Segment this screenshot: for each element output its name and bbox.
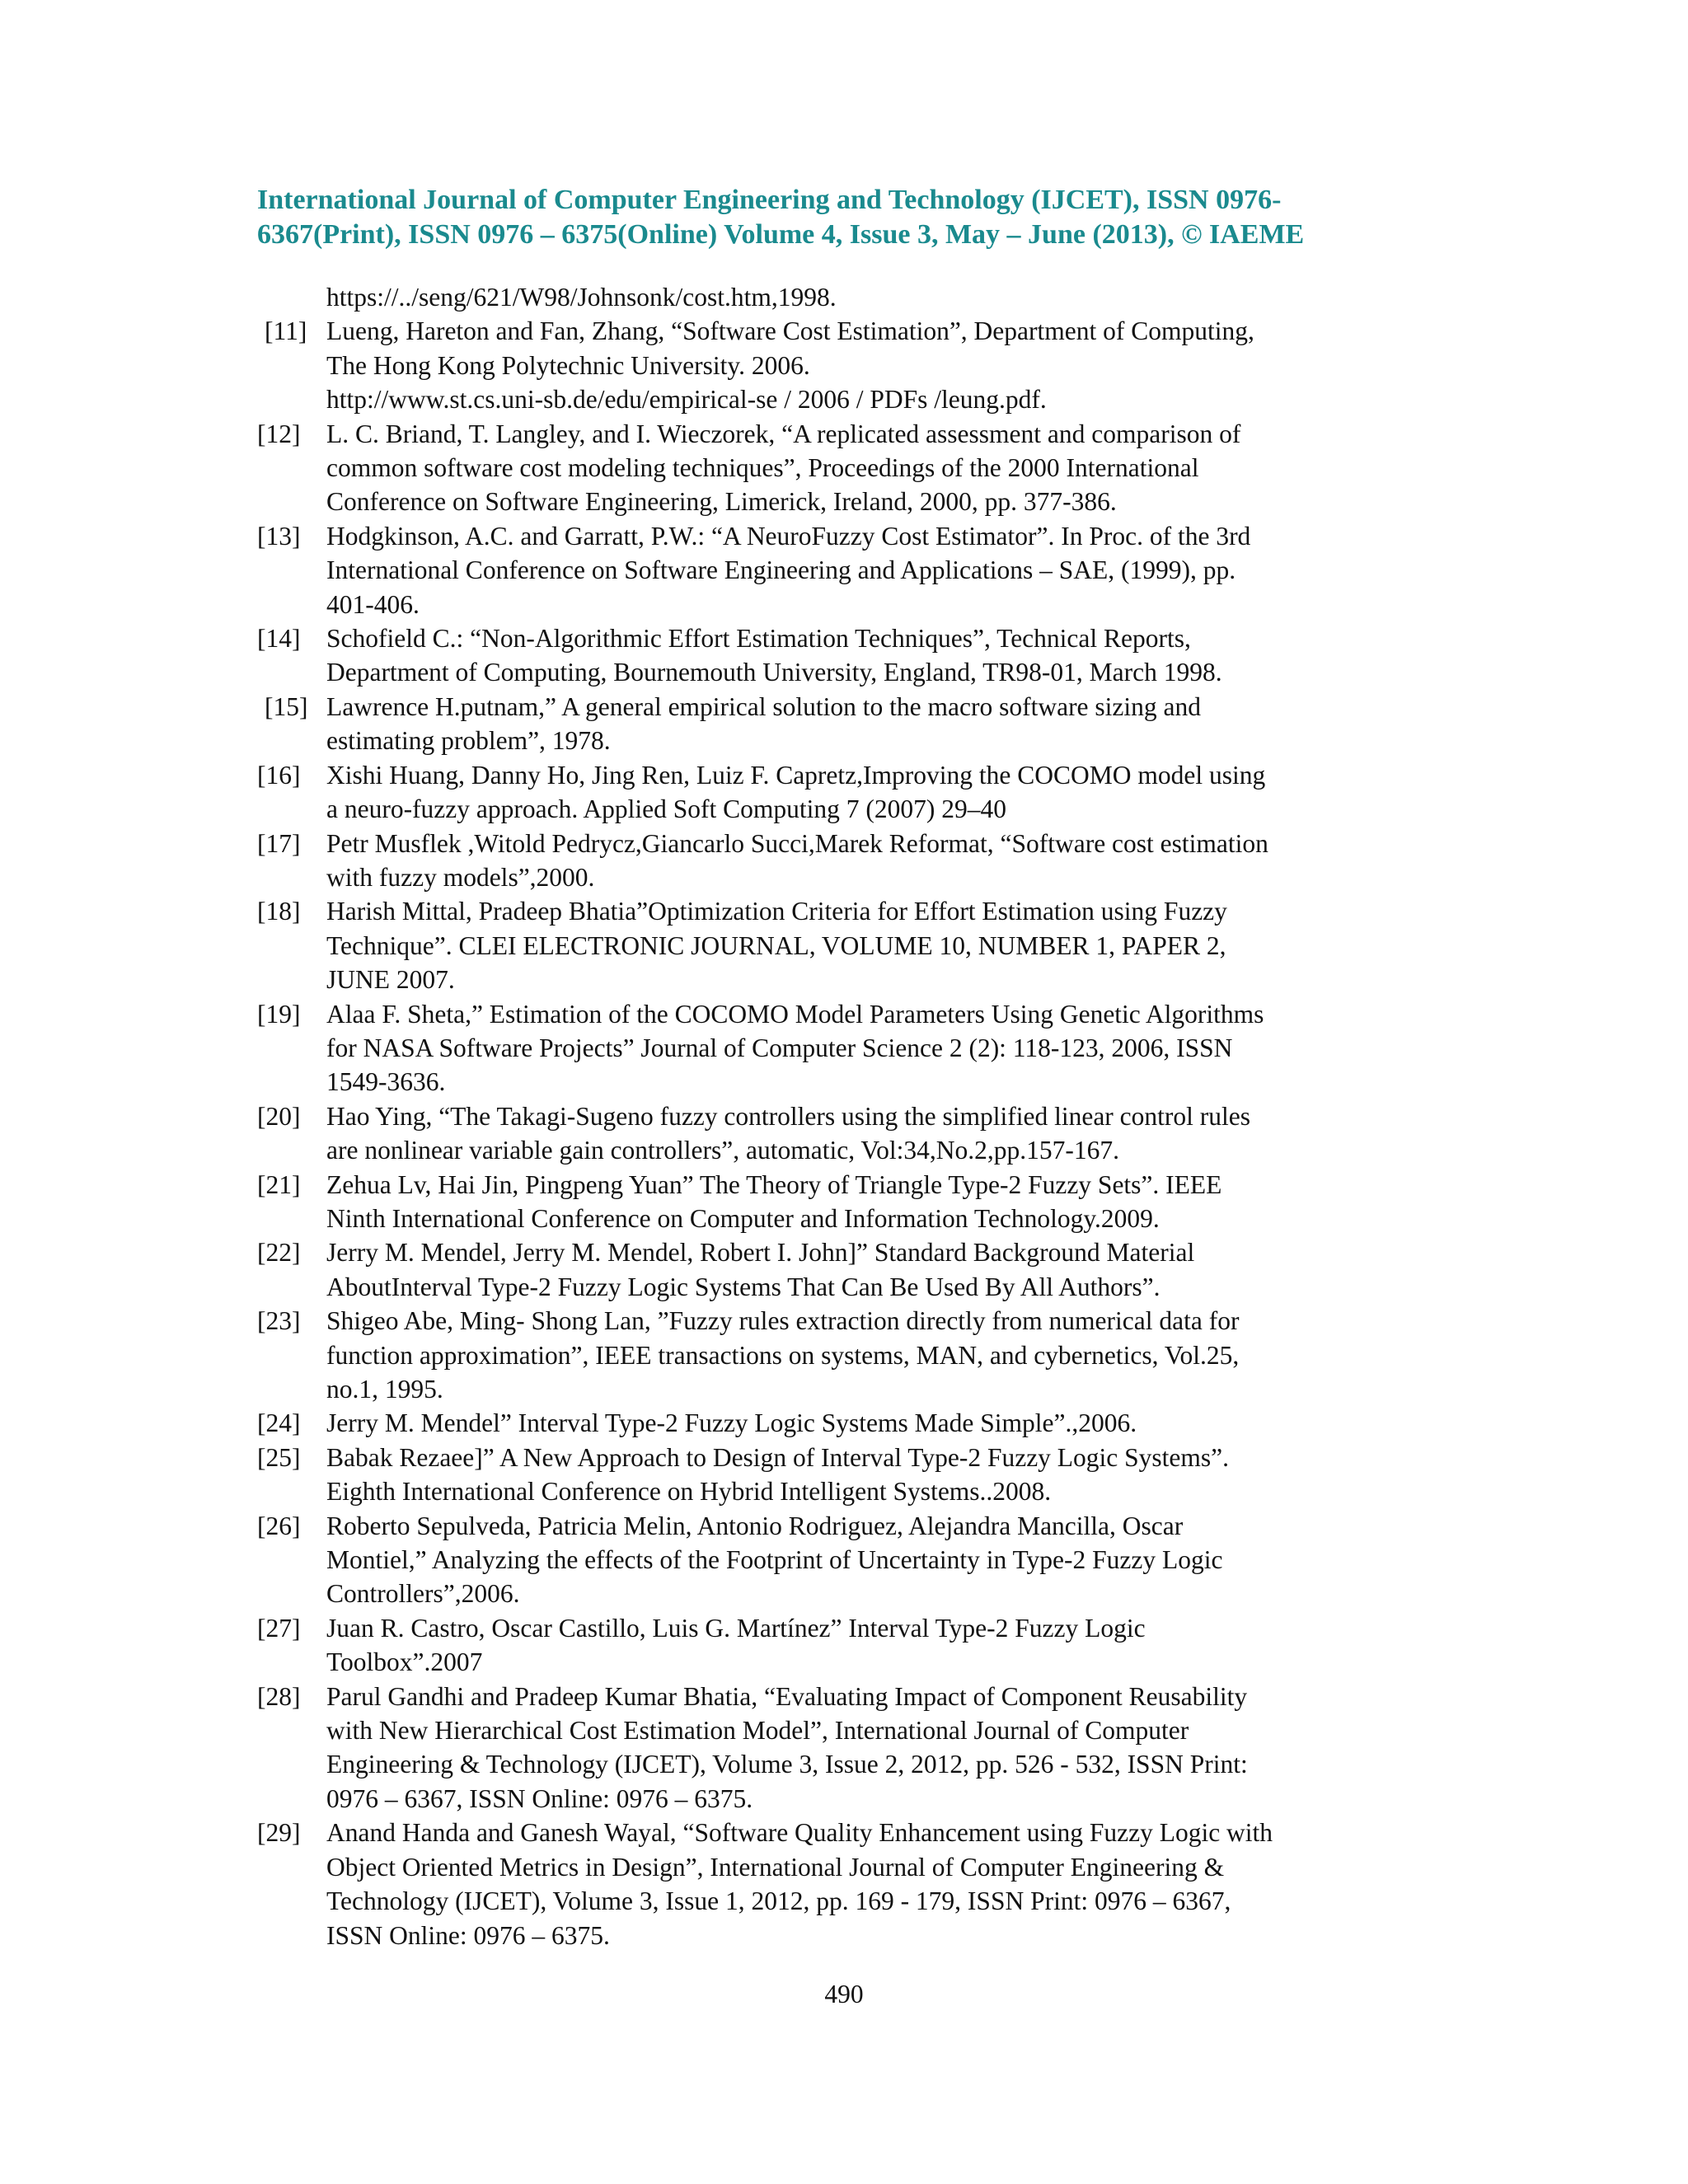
reference-line: ISSN Online: 0976 – 6375. (326, 1920, 610, 1950)
reference-item (257, 1611, 1426, 1680)
reference-line: Babak Rezaee]” A New Approach to Design of Interval Type-2 Fuzzy Logic Systems”. (326, 1442, 1230, 1472)
reference-text (326, 1406, 1426, 1440)
reference-item (257, 690, 1426, 758)
reference-item (257, 621, 1426, 690)
reference-line: Zehua Lv, Hai Jin, Pingpeng Yuan” The Theory of Triangle Type-2 Fuzzy Sets”. IEEE (326, 1169, 1222, 1199)
reference-line: Petr Musflek ,Witold Pedrycz,Giancarlo Succi,Marek Reformat, “Software cost estimation (326, 828, 1268, 858)
reference-item (257, 519, 1426, 621)
reference-number: [27] (257, 1613, 301, 1643)
reference-line: Schofield C.: “Non-Algorithmic Effort Estimation Techniques”, Technical Reports, (326, 624, 1191, 654)
reference-number: [26] (257, 1511, 301, 1540)
reference-number: [25] (257, 1442, 301, 1472)
reference-line: 0976 – 6367, ISSN Online: 0976 – 6375. (326, 1783, 753, 1813)
reference-text (326, 690, 1426, 758)
reference-line: International Conference on Software Engineering and Applications – SAE, (1999), pp. (326, 555, 1236, 585)
reference-number: [16] (257, 760, 301, 790)
reference-number: [19] (257, 999, 301, 1029)
reference-item (257, 1406, 1426, 1440)
reference-line: Harish Mittal, Pradeep Bhatia”Optimization Criteria for Effort Estimation using Fuzzy (326, 897, 1227, 926)
reference-line: Hodgkinson, A.C. and Garratt, P.W.: “A NeuroFuzzy Cost Estimator”. In Proc. of the 3rd (326, 521, 1251, 551)
reference-number: [12] (257, 419, 301, 448)
reference-text (326, 1099, 1426, 1168)
reference-text (326, 1816, 1426, 1952)
reference-item (257, 997, 1426, 1099)
reference-text (326, 997, 1426, 1099)
page-number: 490 (824, 1980, 864, 2008)
reference-line: JUNE 2007. (326, 965, 455, 995)
journal-header (257, 183, 1428, 252)
reference-line: no.1, 1995. (326, 1375, 443, 1404)
reference-line: Shigeo Abe, Ming- Shong Lan, ”Fuzzy rules extraction directly from numerical data for (326, 1306, 1240, 1336)
reference-line: 401-406. (326, 589, 420, 619)
reference-line: http://www.st.cs.uni-sb.de/edu/empirical-se / 2006 / PDFs /leung.pdf. (326, 385, 1047, 415)
reference-line: Lawrence H.putnam,” A general empirical solution to the macro software sizing and (326, 691, 1202, 721)
reference-number: [21] (257, 1169, 301, 1199)
reference-line: for NASA Software Projects” Journal of Computer Science 2 (2): 118-123, 2006, ISSN (326, 1033, 1233, 1062)
reference-item (257, 1680, 1426, 1816)
reference-text (326, 1611, 1426, 1680)
reference-text (326, 894, 1426, 996)
reference-item (257, 827, 1426, 895)
reference-text (326, 1235, 1426, 1304)
reference-line: Juan R. Castro, Oscar Castillo, Luis G. Martínez” Interval Type-2 Fuzzy Logic (326, 1613, 1146, 1643)
reference-item (257, 1509, 1426, 1611)
reference-item (257, 417, 1426, 519)
reference-text (326, 314, 1426, 416)
reference-line: Toolbox”.2007 (326, 1647, 483, 1677)
reference-number: [20] (257, 1101, 301, 1131)
reference-number: [29] (257, 1818, 301, 1848)
reference-line: 1549-3636. (326, 1067, 446, 1097)
reference-item (257, 758, 1426, 827)
reference-item (257, 1099, 1426, 1168)
reference-text (326, 1441, 1426, 1509)
reference-number: [18] (257, 897, 301, 926)
reference-line: common software cost modeling techniques”, Proceedings of the 2000 International (326, 453, 1199, 483)
reference-line: The Hong Kong Polytechnic University. 2006. (326, 350, 810, 380)
reference-line: a neuro-fuzzy approach. Applied Soft Computing 7 (2007) 29–40 (326, 794, 1006, 824)
reference-line: with fuzzy models”,2000. (326, 862, 595, 892)
reference-number: [17] (257, 828, 301, 858)
reference-line: Jerry M. Mendel” Interval Type-2 Fuzzy Logic Systems Made Simple”.,2006. (326, 1408, 1137, 1438)
reference-text (326, 417, 1426, 519)
reference-line: Ninth International Conference on Computer and Information Technology.2009. (326, 1203, 1160, 1233)
journal-header-line-1: International Journal of Computer Engineering and Technology (IJCET), ISSN 0976- (257, 185, 1282, 215)
reference-item (257, 1304, 1426, 1406)
reference-line: Technique”. CLEI ELECTRONIC JOURNAL, VOLUME 10, NUMBER 1, PAPER 2, (326, 930, 1226, 960)
reference-line: Conference on Software Engineering, Limerick, Ireland, 2000, pp. 377-386. (326, 487, 1117, 517)
reference-number: [14] (257, 624, 301, 654)
reference-line: estimating problem”, 1978. (326, 726, 611, 756)
reference-item (257, 894, 1426, 996)
reference-line: Anand Handa and Ganesh Wayal, “Software Quality Enhancement using Fuzzy Logic with (326, 1818, 1273, 1848)
reference-line: Alaa F. Sheta,” Estimation of the COCOMO Model Parameters Using Genetic Algorithms (326, 999, 1264, 1029)
reference-line: Roberto Sepulveda, Patricia Melin, Antonio Rodriguez, Alejandra Mancilla, Oscar (326, 1511, 1184, 1540)
reference-item (257, 1816, 1426, 1952)
reference-text (326, 827, 1426, 895)
journal-header-line-2: 6367(Print), ISSN 0976 – 6375(Online) Volume 4, Issue 3, May – June (2013), © IAEME (257, 219, 1305, 250)
reference-line: Parul Gandhi and Pradeep Kumar Bhatia, “Evaluating Impact of Component Reusability (326, 1681, 1248, 1711)
reference-line: Engineering & Technology (IJCET), Volume 3, Issue 2, 2012, pp. 526 - 532, ISSN Print: (326, 1750, 1248, 1779)
reference-continuation: https://../seng/621/W98/Johnsonk/cost.htm,1998. (326, 283, 837, 312)
reference-line: with New Hierarchical Cost Estimation Model”, International Journal of Computer (326, 1716, 1189, 1746)
reference-number: [22] (257, 1238, 301, 1268)
reference-line: L. C. Briand, T. Langley, and I. Wieczorek, “A replicated assessment and comparison of (326, 419, 1241, 448)
reference-number: [23] (257, 1306, 301, 1336)
reference-number: [28] (257, 1681, 301, 1711)
reference-item (257, 1168, 1426, 1236)
reference-item (257, 314, 1426, 416)
reference-number: [24] (257, 1408, 301, 1438)
reference-line: function approximation”, IEEE transactions on systems, MAN, and cybernetics, Vol.25, (326, 1340, 1240, 1370)
reference-text (326, 1509, 1426, 1611)
reference-number: [15] (265, 691, 308, 721)
reference-line: are nonlinear variable gain controllers”, automatic, Vol:34,No.2,pp.157-167. (326, 1136, 1119, 1165)
reference-item (257, 1441, 1426, 1509)
reference-item (257, 1235, 1426, 1304)
reference-text (326, 1168, 1426, 1236)
reference-number: [11] (265, 316, 307, 346)
reference-text (326, 621, 1426, 690)
reference-line: Controllers”,2006. (326, 1579, 520, 1609)
reference-line: Xishi Huang, Danny Ho, Jing Ren, Luiz F. Capretz,Improving the COCOMO model using (326, 760, 1266, 790)
reference-text (326, 519, 1426, 621)
reference-line: Jerry M. Mendel, Jerry M. Mendel, Robert I. John]” Standard Background Material (326, 1238, 1195, 1268)
reference-text (326, 1304, 1426, 1406)
reference-text (326, 1680, 1426, 1816)
reference-number: [13] (257, 521, 301, 551)
reference-text (326, 758, 1426, 827)
reference-line: AboutInterval Type-2 Fuzzy Logic Systems That Can Be Used By All Authors”. (326, 1272, 1160, 1301)
reference-list (257, 280, 1426, 1952)
reference-line: Montiel,” Analyzing the effects of the Footprint of Uncertainty in Type-2 Fuzzy Logic (326, 1545, 1223, 1575)
reference-line: Lueng, Hareton and Fan, Zhang, “Software Cost Estimation”, Department of Computing, (326, 316, 1254, 346)
reference-line: Technology (IJCET), Volume 3, Issue 1, 2012, pp. 169 - 179, ISSN Print: 0976 – 6367, (326, 1886, 1231, 1916)
reference-line: Eighth International Conference on Hybrid Intelligent Systems..2008. (326, 1477, 1052, 1507)
reference-line: Department of Computing, Bournemouth University, England, TR98-01, March 1998. (326, 658, 1222, 687)
reference-line: Hao Ying, “The Takagi-Sugeno fuzzy controllers using the simplified linear control rules (326, 1101, 1251, 1131)
reference-line: Object Oriented Metrics in Design”, International Journal of Computer Engineering & (326, 1852, 1225, 1882)
